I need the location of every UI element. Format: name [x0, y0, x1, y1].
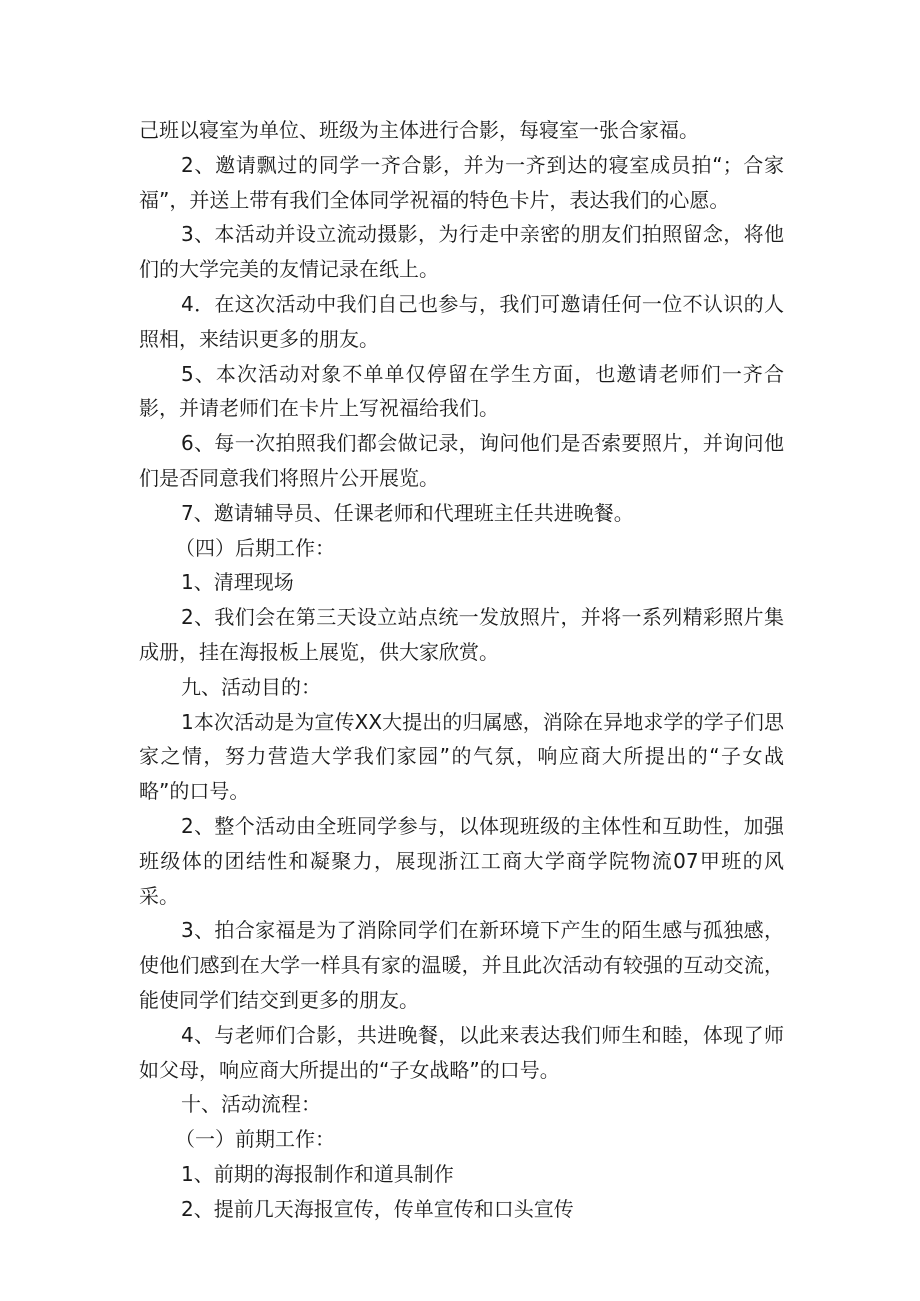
list-item: 1本次活动是为宣传XX大提出的归属感，消除在异地求学的学子们思家之情，努力营造大学我们家园”的气氛，响应商大所提出的“子女战略”的口号。 [139, 709, 784, 804]
section-heading: 十、活动流程： [181, 1092, 321, 1117]
paragraph-continuation: 己班以寝室为单位、班级为主体进行合影，每寝室一张合家福。 [139, 118, 699, 142]
list-item: 2、整个活动由全班同学参与，以体现班级的主体性和互助性，加强班级体的团结性和凝聚力，展现浙江工商大学商学院物流07甲班的风采。 [139, 813, 784, 908]
list-item: 1、前期的海报制作和道具制作 [181, 1161, 454, 1186]
list-item: 7、邀请辅导员、任课老师和代理班主任共进晚餐。 [181, 500, 634, 525]
list-item: 4、与老师们合影，共进晚餐，以此来表达我们师生和睦，体现了师如父母，响应商大所提出的“子女战略”的口号。 [139, 1022, 784, 1082]
section-heading: 九、活动目的： [181, 674, 321, 699]
list-item: 2、我们会在第三天设立站点统一发放照片，并将一系列精彩照片集成册，挂在海报板上展览，供大家欣赏。 [139, 605, 784, 664]
list-item: 5、本次活动对象不单单仅停留在学生方面，也邀请老师们一齐合影，并请老师们在卡片上写祝福给我们。 [139, 361, 784, 421]
section-subheading: （四）后期工作： [175, 535, 335, 560]
document-body [139, 113, 784, 1227]
list-item: 3、本活动并设立流动摄影，为行走中亲密的朋友们拍照留念，将他们的大学完美的友情记录在纸上。 [139, 222, 784, 282]
list-item: 3、拍合家福是为了消除同学们在新环境下产生的陌生感与孤独感，使他们感到在大学一样具有家的温暖，并且此次活动有较强的互动交流，能使同学们结交到更多的朋友。 [139, 918, 784, 1012]
list-item: 4．在这次活动中我们自己也参与，我们可邀请任何一位不认识的人照相，来结识更多的朋友。 [139, 291, 784, 351]
list-item: 1、清理现场 [181, 570, 294, 595]
section-subheading: （一）前期工作： [175, 1127, 335, 1152]
list-item: 2、提前几天海报宣传，传单宣传和口头宣传 [181, 1196, 574, 1221]
list-item: 6、每一次拍照我们都会做记录，询问他们是否索要照片，并询问他们是否同意我们将照片公开展览。 [139, 431, 784, 490]
list-item: 2、邀请飘过的同学一齐合影，并为一齐到达的寝室成员拍“；合家福”，并送上带有我们全体同学祝福的特色卡片，表达我们的心愿。 [139, 152, 784, 212]
